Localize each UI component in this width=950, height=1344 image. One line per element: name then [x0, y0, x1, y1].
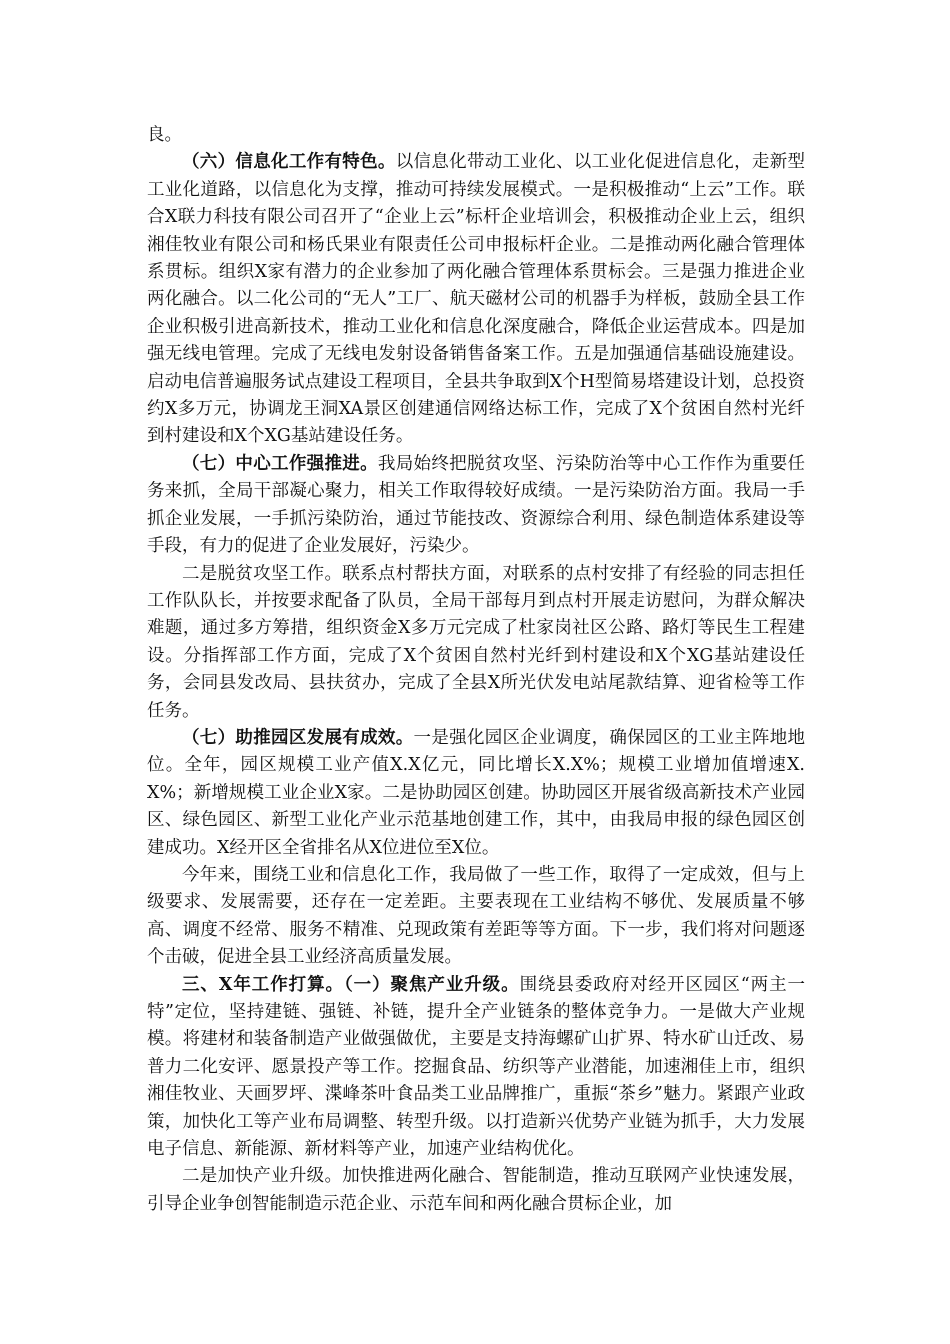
- paragraph-2-heading: （七）中心工作强推进。: [182, 453, 378, 474]
- paragraph-1-heading: （六）信息化工作有特色。: [182, 152, 396, 173]
- paragraph-3: [147, 561, 805, 725]
- paragraph-1: [147, 149, 805, 450]
- paragraph-2-text: 我局始终把脱贫攻坚、污染防治等中心工作作为重要任务来抓，全局干部凝心聚力，相关工作取得较好成绩。一是污染防治方面。我局一手抓企业发展，一手抓污染防治，通过节能技改、资源综合利用、绿色制造体系建设等手段，有力的促进了企业发展好，污染少。: [147, 453, 806, 557]
- paragraph-2: [147, 451, 805, 561]
- paragraph-5-text: 今年来，围绕工业和信息化工作，我局做了一些工作，取得了一定成效，但与上级要求、发展需要，还存在一定差距。主要表现在工业结构不够优、发展质量不够高、调度不经常、服务不精准、兑现政策有差距等等方面。下一步，我们将对问题逐个击破，促进全县工业经济高质量发展。: [147, 864, 805, 968]
- paragraph-3-text: 二是脱贫攻坚工作。联系点村帮扶方面，对联系的点村安排了有经验的同志担任工作队队长，并按要求配备了队员，全局干部每月到点村开展走访慰问，为群众解决难题，通过多方筹措，组织资金X多万元完成了杜家岗社区公路、路灯等民生工程建设。分指挥部工作方面，完成了X个贫困自然村光纤到村建设和X个XG基站建设任务，会同县发改局、县扶贫办，完成了全县X所光伏发电站尾款结算、迎省检等工作任务。: [147, 563, 805, 721]
- paragraph-7-text: 二是加快产业升级。加快推进两化融合、智能制造，推动互联网产业快速发展，引导企业争创智能制造示范企业、示范车间和两化融合贯标企业，加: [147, 1166, 805, 1214]
- paragraph-4-text: 一是强化园区企业调度，确保园区的工业主阵地地位。全年，园区规模工业产值X.X亿元，同比增长X.X%；规模工业增加值增速X.X%；新增规模工业企业X家。二是协助园区创建。协助园区开展省级高新技术产业园区、绿色园区、新型工业化产业示范基地创建工作，其中，由我局申报的绿色园区创建成功。X经开区全省排名从X位进位至X位。: [147, 727, 805, 858]
- paragraph-4-heading: （七）助推园区发展有成效。: [182, 727, 414, 748]
- paragraph-4: [147, 725, 805, 862]
- paragraph-6-heading: 三、X年工作打算。（一）聚焦产业升级。: [182, 974, 520, 995]
- paragraph-7: [147, 1163, 805, 1218]
- paragraph-6-text: 围绕县委政府对经开区园区“两主一特”定位，坚持建链、强链、补链，提升全产业链条的整体竞争力。一是做大产业规模。将建材和装备制造产业做强做优，主要是支持海螺矿山扩界、特水矿山迁改、易普力二化安评、愿景投产等工作。挖掘食品、纺织等产业潜能，加速湘佳上市，组织湘佳牧业、天画罗坪、渫峰茶叶食品类工业品牌推广，重振“茶乡”魅力。紧跟产业政策，加快化工等产业布局调整、转型升级。以打造新兴优势产业链为抓手，大力发展电子信息、新能源、新材料等产业，加速产业结构优化。: [147, 974, 806, 1160]
- paragraph-0: [147, 122, 805, 149]
- paragraph-6: [147, 972, 805, 1164]
- document-page: [147, 122, 805, 1218]
- paragraph-0-text: 良。: [147, 125, 182, 145]
- paragraph-1-text: 以信息化带动工业化、以工业化促进信息化，走新型工业化道路，以信息化为支撑，推动可持续发展模式。一是积极推动“上云”工作。联合X联力科技有限公司召开了“企业上云”标杆企业培训会，积极推动企业上云，组织湘佳牧业有限公司和杨氏果业有限责任公司申报标杆企业。二是推动两化融合管理体系贯标。组织X家有潜力的企业参加了两化融合管理体系贯标会。三是强力推进企业两化融合。以二化公司的“无人”工厂、航天磁材公司的机器手为样板，鼓励全县工作企业积极引进高新技术，推动工业化和信息化深度融合，降低企业运营成本。四是加强无线电管理。完成了无线电发射设备销售备案工作。五是加强通信基础设施建设。启动电信普遍服务试点建设工程项目，全县共争取到X个H型简易塔建设计划，总投资约X多万元，协调龙王洞XA景区创建通信网络达标工作，完成了X个贫困自然村光纤到村建设和X个XG基站建设任务。: [147, 152, 806, 447]
- paragraph-5: [147, 862, 805, 972]
